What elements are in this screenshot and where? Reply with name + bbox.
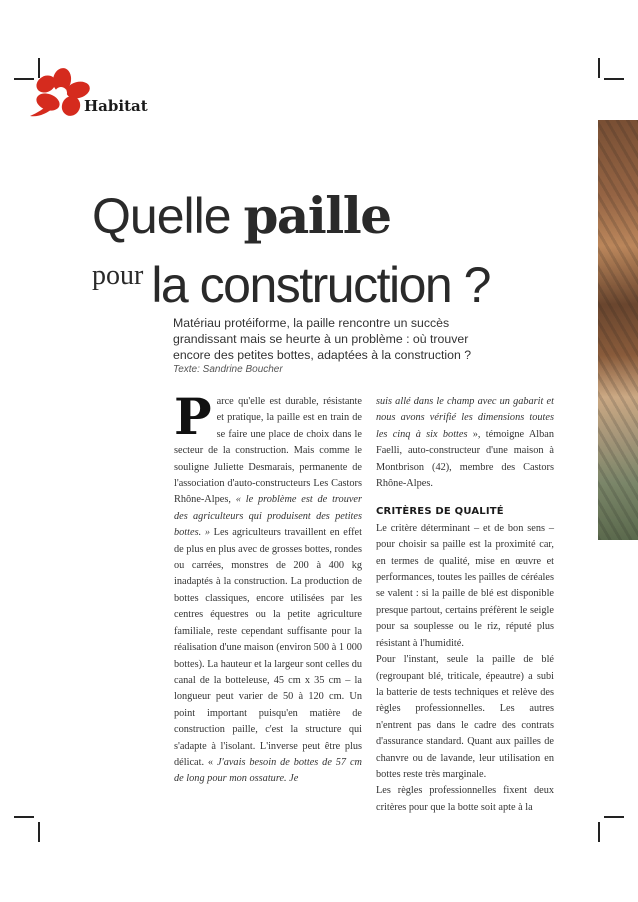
article-paragraph: Pour l'instant, seule la paille de blé (regroupant blé, triticale, épeautre) a subi la batterie de tests techniques et relève des règles professionnelles. Les autres n'entrent pas dans le cadre des contrats d'assurance standard. Quant aux pailles de chanvre ou de lavande, leur utilisation en bottes reste très marginale. bbox=[376, 654, 554, 780]
text-run: », témoigne Alban Faelli, auto-constructeur d'une maison à Montbrison (42), membre des Castors Rhône-Alpes. bbox=[376, 428, 554, 490]
page-title-line1 bbox=[92, 188, 391, 244]
crop-mark bbox=[604, 78, 624, 80]
article-paragraph: Le critère déterminant – et de bon sens – pour choisir sa paille est la proximité car, en termes de qualité, mise en œuvre et performances, toutes les pailles de céréales se valent : si la paille de blé est disponible presque partout, certains préfèrent le seigle pour sa souplesse ou le riz, réputé plus résistant à l'humidité. bbox=[376, 522, 554, 649]
quote-run: suis allé dans le champ avec un gabarit et nous avons vérifié les dimensions toutes les cinq à six bottes bbox=[376, 396, 554, 440]
article-column-right bbox=[376, 394, 554, 816]
cover-photo-edge bbox=[598, 120, 638, 540]
article-paragraph: Les règles professionnelles fixent deux critères pour que la botte soit apte à la bbox=[376, 785, 554, 813]
article-paragraph bbox=[174, 387, 363, 788]
crop-mark bbox=[598, 822, 600, 842]
quote-run: J'avais besoin de bottes de 57 cm de long pour mon ossature. Je bbox=[174, 756, 362, 785]
article-column-left bbox=[174, 387, 363, 788]
page-title-line2 bbox=[92, 256, 490, 314]
lead-paragraph: Matériau protéiforme, la paille rencontre un succès grandissant mais se heurte à un problème : où trouver encore des petites bottes, adaptées à la construction ? bbox=[173, 316, 472, 362]
byline: Texte: Sandrine Boucher bbox=[173, 364, 283, 375]
subheading: CRITÈRES DE QUALITÉ bbox=[376, 506, 504, 518]
crop-mark bbox=[14, 816, 34, 818]
quote-run: « le problème est de trouver des agriculteurs qui produisent des petites bottes. » bbox=[174, 494, 363, 539]
title-word-light: Quelle bbox=[92, 188, 231, 244]
crop-mark bbox=[38, 822, 40, 842]
title-word-bold: paille bbox=[243, 186, 391, 245]
title-words-big: la construction ? bbox=[151, 257, 490, 313]
crop-mark bbox=[598, 58, 600, 78]
flower-icon bbox=[26, 66, 98, 126]
title-word-small: pour bbox=[92, 260, 144, 291]
section-label: Habitat bbox=[84, 97, 148, 115]
text-run: arce qu'elle est durable, résistante et pratique, la paille est en train de se faire une place de choix dans le secteur de la construction. Mais comme le souligne Juliette Desmarais, permanente de l'association d'auto-constructeurs Les Castors Rhône-Alpes, bbox=[174, 396, 362, 506]
crop-mark bbox=[604, 816, 624, 818]
text-run: Les agriculteurs travaillent en effet de plus en plus avec de grosses bottes, rondes ou carrées, monstres de 200 à 400 kg inadaptés à la construction. La production de bottes classiques, encore utilisées par les centres équestres ou la petite agriculture familiale, reste cependant suffisante pour la réalisation d'une maison (environ 500 à 1 000 bottes). La hauteur et la largeur sont celles du canal de la botteleuse, 45 cm x 35 cm – la longueur peut varier de 50 à 120 cm. Un point important puisqu'en matière de construction paille, c'est la structure qui s'adapte à l'isolant. L'inverse peut être plus délicat. « bbox=[174, 527, 363, 768]
article-paragraph bbox=[376, 394, 554, 492]
drop-cap: P bbox=[174, 387, 212, 446]
